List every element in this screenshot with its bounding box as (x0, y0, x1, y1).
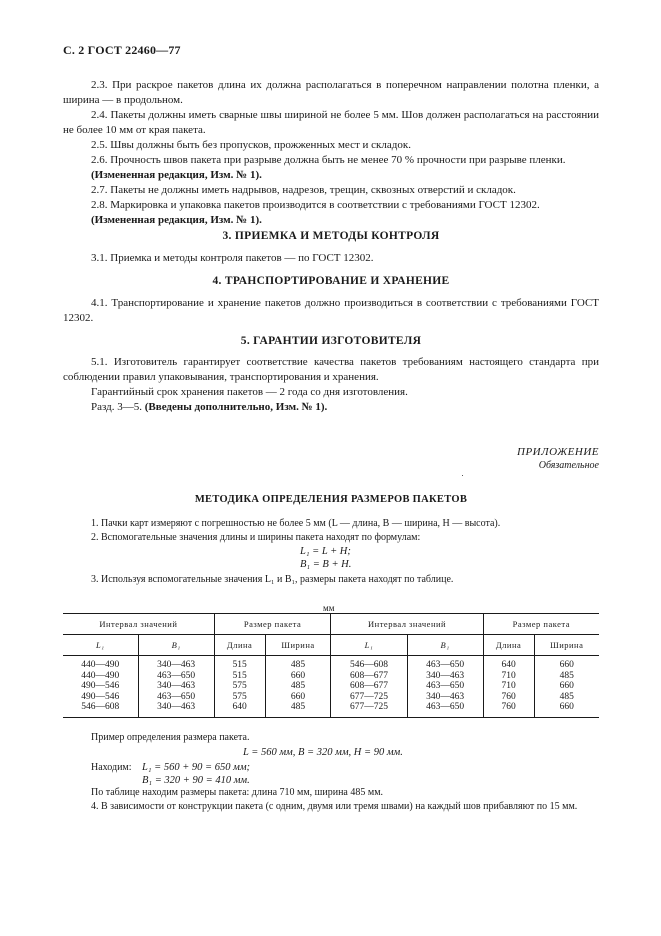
sections-note-label: Разд. 3—5. (91, 401, 142, 413)
table-row (63, 692, 599, 703)
appendix-items-1-2 (63, 517, 599, 545)
table-cell: 677—725 (331, 692, 407, 703)
table-cell: 710 (483, 671, 534, 682)
clause-2-7: 2.7. Пакеты не должны иметь надрывов, надрезов, трещин, сквозных отверстий и складок. (91, 184, 516, 196)
table-cell: 760 (483, 702, 534, 717)
table-cell: 660 (534, 681, 599, 692)
clause-5-1: 5.1. Изготовитель гарантирует соответствие качества пакетов требованиям настоящего стандарта при соблюдении правил упаковывания, транспортирования и хранения. (63, 356, 599, 383)
table-cell: 463—650 (138, 671, 214, 682)
table-cell: 760 (483, 692, 534, 703)
header-size-2: Размер пакета (483, 614, 599, 635)
clause-4-1: 4.1. Транспортирование и хранение пакетов должно производиться в соответствии с требованиями ГОСТ 12302. (63, 297, 599, 324)
table-row (63, 681, 599, 692)
clause-3-1: 3.1. Приемка и методы контроля пакетов — по ГОСТ 12302. (91, 252, 374, 264)
table-cell: 546—608 (81, 702, 120, 713)
header-width-1: Ширина (265, 635, 331, 656)
table-cell: 640 (483, 656, 534, 671)
table-unit: мм (323, 603, 335, 613)
header-size-1: Размер пакета (214, 614, 331, 635)
appendix-item-3-block (63, 573, 599, 587)
appendix-status: Обязательное (538, 460, 599, 471)
table-row (63, 656, 599, 671)
table-cell: 660 (534, 656, 599, 671)
example-intro-block (63, 731, 599, 745)
table-cell: 340—463 (138, 702, 214, 717)
found-label: Находим: (91, 762, 132, 773)
header-interval-1: Интервал значений (63, 614, 214, 635)
table-cell: 485 (534, 692, 599, 703)
sections-note (63, 400, 599, 415)
table-cell: 660 (265, 671, 331, 682)
clauses-2 (63, 78, 599, 228)
clauses-5 (63, 355, 599, 415)
clause-2-4: 2.4. Пакеты должны иметь сварные швы шириной не более 5 мм. Шов должен располагаться на расстоянии не более 10 мм от края пакета. (63, 109, 599, 136)
table-row (63, 702, 599, 717)
header-l1-1: L₁ (63, 635, 138, 656)
table-cell: 463—650 (407, 681, 483, 692)
page-header: С. 2 ГОСТ 22460—77 (63, 43, 181, 57)
example-result-block (63, 786, 599, 814)
table-cell: 575 (214, 692, 265, 703)
table-cell: 490—546 (81, 681, 120, 692)
header-l1-2: L₁ (331, 635, 407, 656)
header-b1-2: B₁ (407, 635, 483, 656)
appendix-item-4: 4. В зависимости от конструкции пакета (с одним, двумя или тремя швами) на каждый шов прибавляют по 15 мм. (91, 801, 578, 812)
sections-note-text: (Введены дополнительно, Изм. № 1). (144, 401, 328, 413)
header-length-1: Длина (214, 635, 265, 656)
table-cell: 546—608 (331, 656, 407, 671)
guarantee-term: Гарантийный срок хранения пакетов — 2 года со дня изготовления. (91, 386, 408, 398)
table-cell: 340—463 (407, 692, 483, 703)
header-length-2: Длина (483, 635, 534, 656)
formula-b1: B₁ = B + H. (300, 559, 352, 570)
section-5-title: 5. ГАРАНТИИ ИЗГОТОВИТЕЛЯ (240, 335, 422, 347)
table-cell: 575 (214, 681, 265, 692)
edit-note-1: (Измененная редакция, Изм. № 1). (91, 169, 262, 181)
header-b1-1: B₁ (138, 635, 214, 656)
found-l1: L₁ = 560 + 90 = 650 мм; (142, 762, 251, 773)
formula-l1: L₁ = L + H; (300, 546, 351, 557)
clause-2-6: 2.6. Прочность швов пакета при разрыве должна быть не менее 70 % прочности при разрыве пленки. (91, 154, 566, 166)
appendix-title: МЕТОДИКА ОПРЕДЕЛЕНИЯ РАЗМЕРОВ ПАКЕТОВ (194, 494, 468, 505)
table-cell: 463—650 (138, 692, 214, 703)
table-cell: 490—546 (81, 691, 120, 702)
appendix-item-2: 2. Вспомогательные значения длины и ширины пакета находят по формулам: (91, 532, 421, 543)
clause-2-3: 2.3. При раскрое пакетов длина их должна располагаться в поперечном направлении полотна пленки, а ширина — в продольном. (63, 79, 599, 106)
appendix-label: ПРИЛОЖЕНИЕ (517, 446, 599, 458)
found-values (142, 761, 250, 787)
formulas (300, 545, 351, 571)
example-intro: Пример определения размера пакета. (91, 732, 250, 743)
table-result: По таблице находим размеры пакета: длина 710 мм, ширина 485 мм. (91, 787, 384, 798)
header-interval-2: Интервал значений (331, 614, 483, 635)
table-cell: 710 (483, 681, 534, 692)
clause-2-8: 2.8. Маркировка и упаковка пакетов производится в соответствии с требованиями ГОСТ 12302. (91, 199, 540, 211)
sizes-table (63, 613, 599, 718)
scan-speck (462, 475, 463, 476)
table-cell: 660 (265, 692, 331, 703)
table-cell: 440—490 (81, 670, 120, 681)
table-cell: 485 (265, 656, 331, 671)
table-cell: 340—463 (138, 656, 214, 671)
table-cell: 515 (214, 656, 265, 671)
table-cell: 340—463 (407, 671, 483, 682)
edit-note-2: (Измененная редакция, Изм. № 1). (91, 214, 262, 226)
table-cell: 485 (534, 671, 599, 682)
section-3-title: 3. ПРИЕМКА И МЕТОДЫ КОНТРОЛЯ (222, 230, 440, 242)
table-cell: 485 (265, 702, 331, 717)
table-cell: 608—677 (331, 681, 407, 692)
header-width-2: Ширина (534, 635, 599, 656)
table-cell: 515 (214, 671, 265, 682)
appendix-item-1: 1. Пачки карт измеряют с погрешностью не более 5 мм (L — длина, B — ширина, H — высота). (91, 518, 501, 529)
clauses-4 (63, 296, 599, 326)
table-cell: 660 (534, 702, 599, 717)
table-cell: 640 (214, 702, 265, 717)
clause-2-5: 2.5. Швы должны быть без пропусков, прожженных мест и складок. (91, 139, 411, 151)
appendix-item-3: 3. Используя вспомогательные значения L₁ и B₁, размеры пакета находят по таблице. (91, 574, 454, 585)
table-cell: 440—490 (81, 660, 120, 671)
table-cell: 463—650 (407, 656, 483, 671)
section-4-title: 4. ТРАНСПОРТИРОВАНИЕ И ХРАНЕНИЕ (212, 275, 450, 287)
table-cell: 485 (265, 681, 331, 692)
table-cell: 608—677 (331, 671, 407, 682)
table-row (63, 671, 599, 682)
table-cell: 340—463 (138, 681, 214, 692)
clauses-3 (63, 251, 599, 266)
example-given: L = 560 мм, B = 320 мм, H = 90 мм. (243, 747, 403, 758)
table-cell: 677—725 (331, 702, 407, 717)
table-cell: 463—650 (407, 702, 483, 717)
found-b1: B₁ = 320 + 90 = 410 мм. (142, 775, 250, 786)
